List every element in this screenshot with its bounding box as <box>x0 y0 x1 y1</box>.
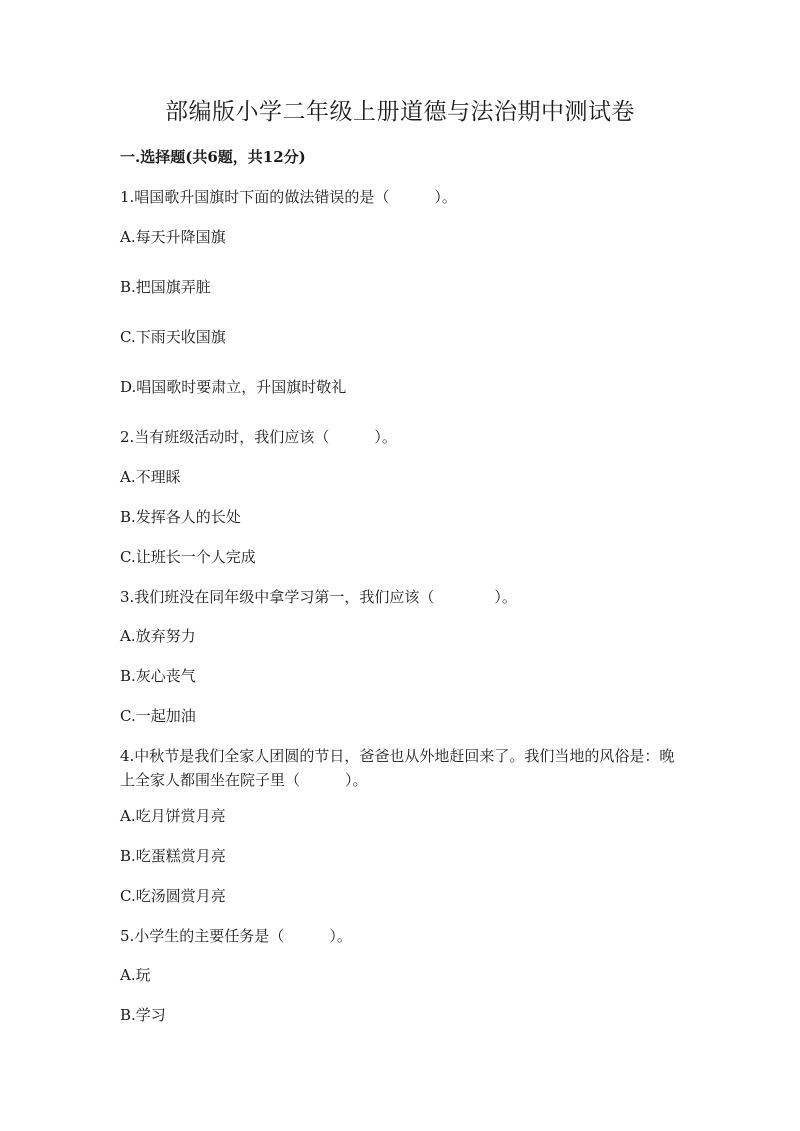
answer-option[interactable]: C.一起加油 <box>120 707 196 725</box>
question-stem: 5.小学生的主要任务是（ ）。 <box>120 927 352 945</box>
answer-option[interactable]: B.灰心丧气 <box>120 667 196 685</box>
answer-option[interactable]: A.放弃努力 <box>120 627 196 645</box>
answer-option[interactable]: B.发挥各人的长处 <box>120 508 241 526</box>
answer-option[interactable]: C.吃汤圆赏月亮 <box>120 887 226 905</box>
section-heading: 一.选择题(共6题，共12分) <box>120 148 306 166</box>
answer-option[interactable]: A.玩 <box>120 966 151 984</box>
question-stem: 1.唱国歌升国旗时下面的做法错误的是（ ）。 <box>120 188 457 206</box>
question-stem: 2.当有班级活动时，我们应该（ ）。 <box>120 428 397 446</box>
answer-option[interactable]: B.吃蛋糕赏月亮 <box>120 847 226 865</box>
answer-option[interactable]: C.下雨天收国旗 <box>120 328 226 346</box>
page-title: 部编版小学二年级上册道德与法治期中测试卷 <box>165 99 635 125</box>
answer-option[interactable]: D.唱国歌时要肃立，升国旗时敬礼 <box>120 378 347 396</box>
answer-option[interactable]: A.吃月饼赏月亮 <box>120 807 226 825</box>
answer-option[interactable]: B.把国旗弄脏 <box>120 278 211 296</box>
answer-option[interactable]: C.让班长一个人完成 <box>120 548 256 566</box>
answer-option[interactable]: B.学习 <box>120 1006 166 1024</box>
answer-option[interactable]: A.每天升降国旗 <box>120 228 226 246</box>
answer-option[interactable]: A.不理睬 <box>120 468 181 486</box>
question-stem: 3.我们班没在同年级中拿学习第一，我们应该（ ）。 <box>120 588 517 606</box>
question-stem: 4.中秋节是我们全家人团圆的节日，爸爸也从外地赶回来了。我们当地的风俗是：晚上全家人都围坐在院子里（ ）。 <box>120 747 675 789</box>
